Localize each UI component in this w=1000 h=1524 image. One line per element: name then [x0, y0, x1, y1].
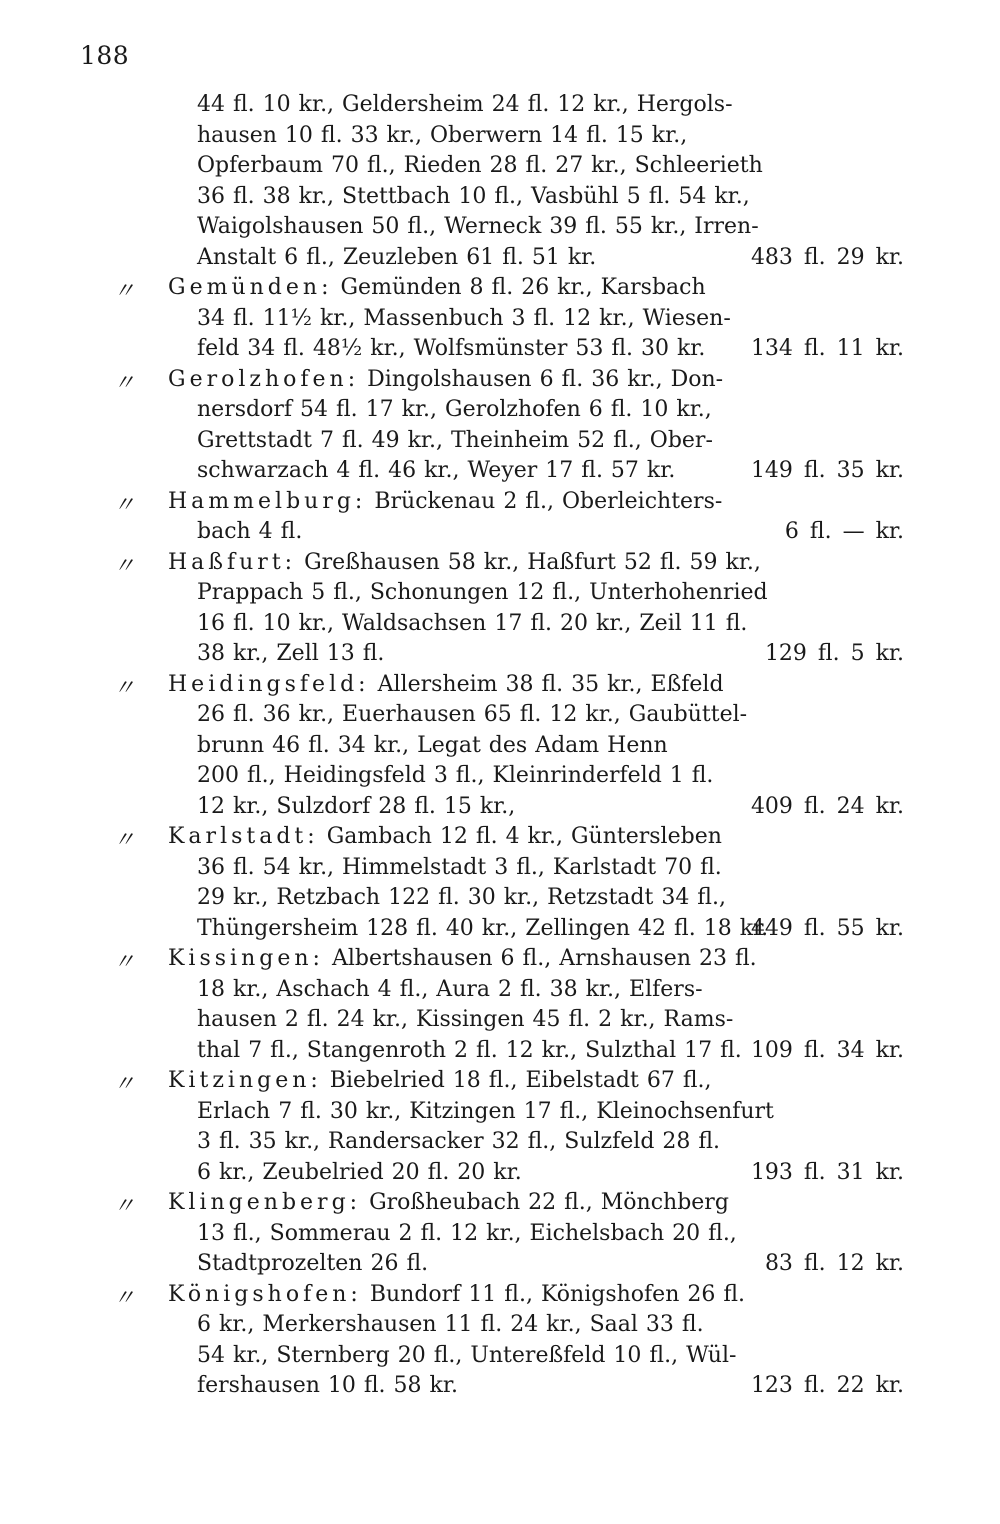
entry-text-line: hausen 10 fl. 33 kr., Oberwern 14 fl. 15 kr.,	[197, 122, 688, 148]
ditto-mark: 〃	[113, 950, 136, 975]
entry-text-line: 16 fl. 10 kr., Waldsachsen 17 fl. 20 kr., Zeil 11 fl.	[197, 610, 748, 636]
entry-text-line: 18 kr., Aschach 4 fl., Aura 2 fl. 38 kr., Elfers-	[197, 976, 703, 1002]
entry-total: 6 fl. — kr.	[784, 519, 904, 544]
entry-text-line: Großheubach 22 fl., Mönchberg	[369, 1190, 729, 1215]
entry-total: 149 fl. 35 kr.	[750, 458, 904, 483]
entry-text-line: Gemünden 8 fl. 26 kr., Karsbach	[340, 275, 706, 300]
entry-list	[0, 90, 1000, 1402]
entry-first-line	[168, 365, 724, 396]
district-name: Gemünden:	[168, 275, 333, 300]
entry-first-line	[168, 944, 757, 975]
entry-total: 123 fl. 22 kr.	[750, 1373, 904, 1398]
entry-first-line	[168, 273, 708, 304]
ditto-mark: 〃	[113, 370, 136, 396]
entry-text-line: Thüngersheim 128 fl. 40 kr., Zellingen 42 fl. 18 kr.	[197, 915, 769, 941]
entry-text-line: hausen 2 fl. 24 kr., Kissingen 45 fl. 2 kr., Rams-	[197, 1007, 734, 1032]
entry-first-line	[168, 670, 724, 701]
entry-text-line: Gambach 12 fl. 4 kr., Güntersleben	[326, 824, 722, 849]
list-item	[0, 670, 1000, 823]
entry-text-line: Stadtprozelten 26 fl.	[197, 1251, 429, 1276]
entry-text-line: schwarzach 4 fl. 46 kr., Weyer 17 fl. 57 kr.	[197, 458, 676, 483]
ditto-mark: 〃	[113, 675, 136, 701]
entry-text-line: nersdorf 54 fl. 17 kr., Gerolzhofen 6 fl. 10 kr.,	[197, 397, 712, 422]
list-item	[0, 365, 1000, 487]
district-name: Hammelburg:	[168, 488, 367, 514]
ditto-mark: 〃	[113, 1072, 136, 1097]
entry-text-line: 36 fl. 38 kr., Stettbach 10 fl., Vasbühl 5 fl. 54 kr.,	[197, 183, 750, 209]
entry-text-line: 54 kr., Sternberg 20 fl., Untereßfeld 10 fl., Wül-	[197, 1342, 737, 1368]
entry-total: 193 fl. 31 kr.	[750, 1159, 904, 1185]
entry-text-line: 44 fl. 10 kr., Geldersheim 24 fl. 12 kr., Hergols-	[197, 92, 733, 117]
ditto-mark: 〃	[113, 828, 136, 853]
ditto-mark: 〃	[113, 492, 136, 518]
entry-text-line: brunn 46 fl. 34 kr., Legat des Adam Henn	[197, 732, 668, 758]
list-item	[0, 487, 1000, 548]
district-name: Klingenberg:	[168, 1190, 362, 1215]
entry-text-line: 6 kr., Merkershausen 11 fl. 24 kr., Saal 33 fl.	[197, 1312, 704, 1337]
ditto-mark: 〃	[113, 553, 136, 579]
entry-text-line: Greßhausen 58 kr., Haßfurt 52 fl. 59 kr.,	[304, 549, 761, 575]
entry-text-line: Dingolshausen 6 fl. 36 kr., Don-	[367, 366, 724, 392]
entry-total: 129 fl. 5 kr.	[764, 641, 904, 666]
district-name: Kissingen:	[168, 946, 324, 971]
district-name: Königshofen:	[168, 1281, 362, 1307]
entry-text-line: Prappach 5 fl., Schonungen 12 fl., Unterhohenried	[197, 580, 768, 605]
entry-text-line: Waigolshausen 50 fl., Werneck 39 fl. 55 kr., Irren-	[197, 214, 759, 239]
entry-total: 409 fl. 24 kr.	[750, 793, 904, 819]
entry-text-line: Allersheim 38 fl. 35 kr., Eßfeld	[377, 671, 724, 697]
entry-text-line: 38 kr., Zell 13 fl.	[197, 641, 385, 666]
entry-text-line: 34 fl. 11½ kr., Massenbuch 3 fl. 12 kr., Wiesen-	[197, 305, 731, 331]
page-number: 188	[80, 41, 130, 70]
district-name: Gerolzhofen:	[168, 366, 360, 392]
entry-total: 134 fl. 11 kr.	[750, 336, 904, 361]
list-item	[0, 273, 1000, 365]
entry-text-line: 29 kr., Retzbach 122 fl. 30 kr., Retzstadt 34 fl.,	[197, 885, 726, 910]
entry-text-line: Anstalt 6 fl., Zeuzleben 61 fl. 51 kr.	[197, 244, 597, 270]
entry-first-line	[168, 487, 723, 518]
list-item	[0, 1188, 1000, 1280]
entry-total: 83 fl. 12 kr.	[764, 1251, 904, 1276]
entry-text-line: feld 34 fl. 48½ kr., Wolfsmünster 53 fl. 30 kr.	[197, 336, 706, 361]
entry-total: 483 fl. 29 kr.	[750, 244, 904, 270]
district-name: Karlstadt:	[168, 824, 319, 849]
entry-text-line: Erlach 7 fl. 30 kr., Kitzingen 17 fl., Kleinochsenfurt	[197, 1098, 774, 1124]
list-item	[0, 1280, 1000, 1402]
district-name: Kitzingen:	[168, 1068, 322, 1093]
entry-total: 449 fl. 55 kr.	[750, 915, 904, 941]
entry-text-line: 200 fl., Heidingsfeld 3 fl., Kleinrinderfeld 1 fl.	[197, 763, 714, 788]
entry-first-line	[168, 1280, 746, 1311]
entry-text-line: 26 fl. 36 kr., Euerhausen 65 fl. 12 kr., Gaubüttel-	[197, 702, 748, 727]
ditto-mark: 〃	[113, 279, 136, 304]
entry-text-line: Bundorf 11 fl., Königshofen 26 fl.	[369, 1281, 746, 1307]
ditto-mark: 〃	[113, 1194, 136, 1219]
list-item	[0, 90, 1000, 273]
entry-text-line: fershausen 10 fl. 58 kr.	[197, 1373, 458, 1398]
entry-text-line: Biebelried 18 fl., Eibelstadt 67 fl.,	[329, 1068, 712, 1093]
entry-text-line: 3 fl. 35 kr., Randersacker 32 fl., Sulzfeld 28 fl.	[197, 1129, 721, 1154]
list-item	[0, 822, 1000, 944]
entry-first-line	[168, 1188, 729, 1219]
list-item	[0, 548, 1000, 670]
entry-text-line: Grettstadt 7 fl. 49 kr., Theinheim 52 fl., Ober-	[197, 427, 713, 453]
entry-text-line: Albertshausen 6 fl., Arnshausen 23 fl.	[331, 946, 757, 971]
entry-text-line: Opferbaum 70 fl., Rieden 28 fl. 27 kr., Schleerieth	[197, 153, 763, 178]
entry-text-line: bach 4 fl.	[197, 519, 303, 544]
entry-text-line: 6 kr., Zeubelried 20 fl. 20 kr.	[197, 1159, 522, 1185]
entry-first-line	[168, 548, 761, 579]
entry-first-line	[168, 822, 722, 853]
entry-text-line: 12 kr., Sulzdorf 28 fl. 15 kr.,	[197, 793, 516, 819]
list-item	[0, 944, 1000, 1066]
entry-text-line: 13 fl., Sommerau 2 fl. 12 kr., Eichelsbach 20 fl.,	[197, 1220, 737, 1246]
entry-first-line	[168, 1066, 712, 1097]
ditto-mark: 〃	[113, 1285, 136, 1311]
district-name: Heidingsfeld:	[168, 671, 370, 697]
district-name: Haßfurt:	[168, 549, 297, 575]
list-item	[0, 1066, 1000, 1188]
entry-text-line: Brückenau 2 fl., Oberleichters-	[374, 488, 723, 514]
entry-total: 109 fl. 34 kr.	[750, 1037, 904, 1063]
entry-text-line: 36 fl. 54 kr., Himmelstadt 3 fl., Karlstadt 70 fl.	[197, 854, 722, 880]
entry-text-line: thal 7 fl., Stangenroth 2 fl. 12 kr., Sulzthal 17 fl.	[197, 1037, 742, 1063]
